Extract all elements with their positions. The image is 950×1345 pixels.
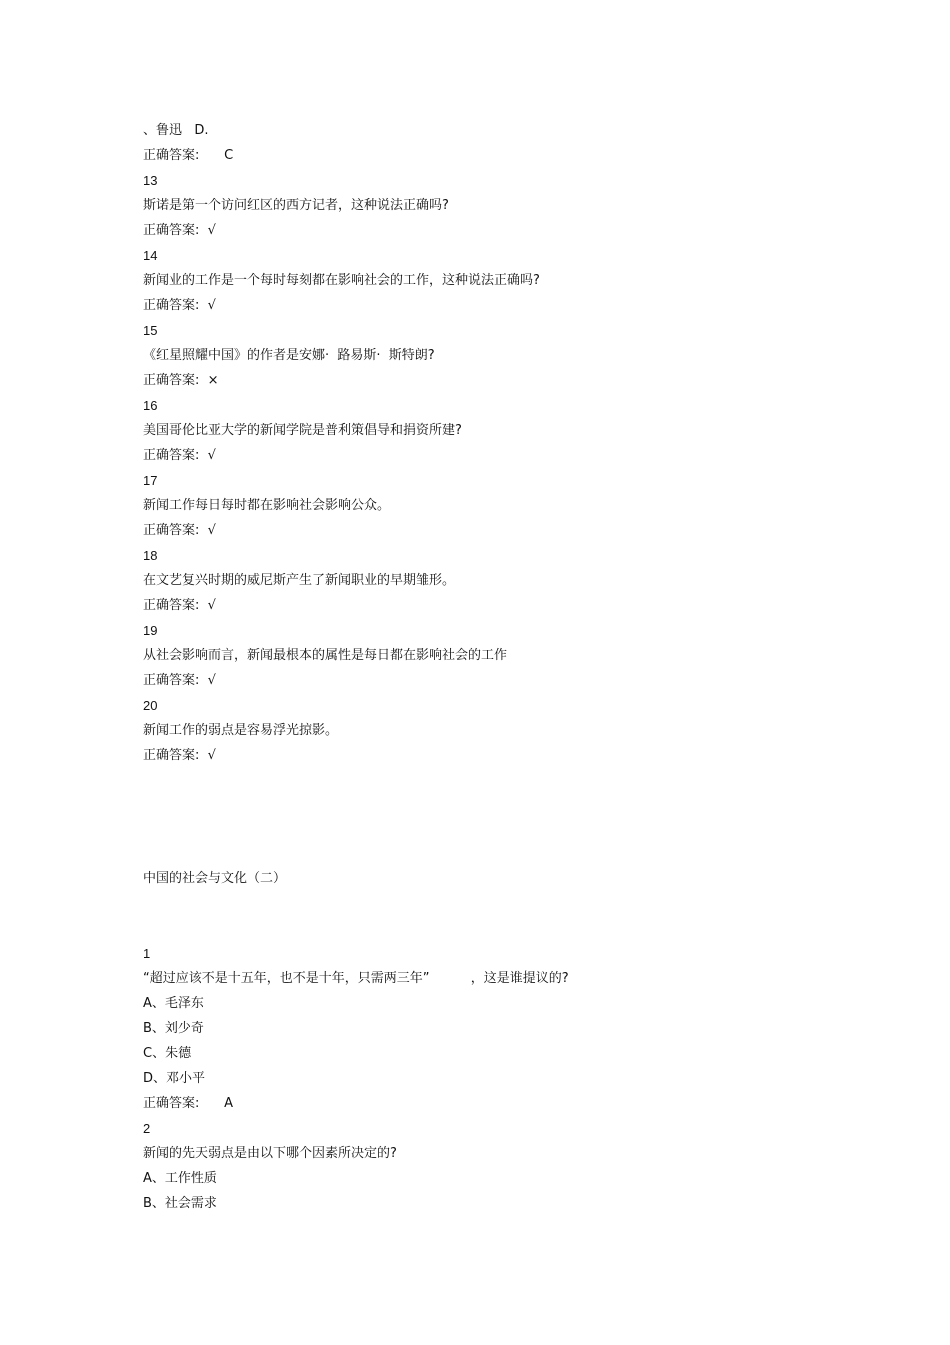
question-number: 19 — [143, 623, 158, 638]
question-number: 16 — [143, 398, 158, 413]
question-text: 新闻工作的弱点是容易浮光掠影。 — [143, 723, 339, 738]
option-c: C、朱德 — [143, 1046, 192, 1061]
question-number: 1 — [143, 946, 151, 961]
option-a: A、毛泽东 — [143, 996, 204, 1011]
question-text: 新闻的先天弱点是由以下哪个因素所决定的? — [143, 1146, 397, 1161]
answer-line: 正确答案: √ — [143, 673, 216, 688]
question-text: 新闻工作每日每时都在影响社会影响公众。 — [143, 498, 391, 513]
question-number: 20 — [143, 698, 158, 713]
answer-line: 正确答案: √ — [143, 598, 216, 613]
answer-line: 正确答案: √ — [143, 448, 216, 463]
option-a: A、工作性质 — [143, 1171, 217, 1186]
option-fragment: 、鲁迅 D. — [143, 123, 209, 138]
question-text: 从社会影响而言，新闻最根本的属性是每日都在影响社会的工作 — [143, 648, 508, 663]
question-number: 2 — [143, 1121, 151, 1136]
section-title: 中国的社会与文化（二） — [143, 871, 287, 886]
answer-line: 正确答案: √ — [143, 223, 216, 238]
answer-line: 正确答案: √ — [143, 523, 216, 538]
answer-line: 正确答案: √ — [143, 298, 216, 313]
option-d: D、邓小平 — [143, 1071, 206, 1086]
question-text: 斯诺是第一个访问红区的西方记者，这种说法正确吗? — [143, 198, 449, 213]
question-text: 新闻业的工作是一个每时每刻都在影响社会的工作，这种说法正确吗? — [143, 273, 540, 288]
section-spacer — [143, 768, 843, 866]
question-text: 《红星照耀中国》的作者是安娜· 路易斯· 斯特朗? — [143, 348, 435, 363]
question-number: 13 — [143, 173, 158, 188]
answer-line: 正确答案: C — [143, 148, 234, 163]
question-number: 15 — [143, 323, 158, 338]
question-number: 14 — [143, 248, 158, 263]
section-spacer — [143, 891, 843, 941]
question-text: 在文艺复兴时期的威尼斯产生了新闻职业的早期雏形。 — [143, 573, 456, 588]
answer-line: 正确答案: √ — [143, 748, 216, 763]
document-page — [143, 118, 843, 1216]
answer-line: 正确答案: × — [143, 373, 219, 388]
question-number: 17 — [143, 473, 158, 488]
question-text: “超过应该不是十五年，也不是十年，只需两三年” ，这是谁提议的? — [143, 971, 569, 986]
question-text: 美国哥伦比亚大学的新闻学院是普利策倡导和捐资所建? — [143, 423, 462, 438]
option-b: B、刘少奇 — [143, 1021, 204, 1036]
question-number: 18 — [143, 548, 158, 563]
answer-line: 正确答案: A — [143, 1096, 234, 1111]
option-b: B、社会需求 — [143, 1196, 217, 1211]
